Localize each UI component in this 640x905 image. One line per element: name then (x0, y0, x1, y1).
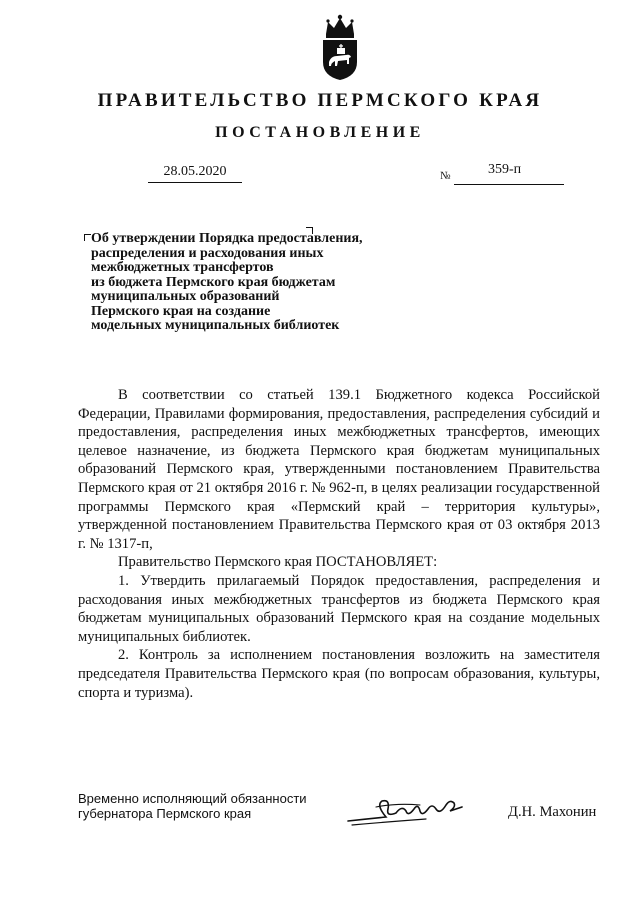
subject-line: межбюджетных трансфертов (91, 260, 274, 275)
preamble-paragraph: В соответствии со статьей 139.1 Бюджетного кодекса Российской Федерации, Правилами формирования, предоставления, распределения субсидий и предоставления, распределения иных межбюджетных трансфертов, имеющих целевое назначение, из бюджета Пермского края бюджетам муниципальных образований Пермского края, утвержденными постановлением Правительства Пермского края от 21 октября 2016 г. № 962-п, в целях реализации государственной программы Пермского края «Пермский край – территория культуры», утвержденной постановлением Правительства Пермского края от 03 октября 2013 г. № 1317-п, (78, 387, 600, 552)
resolution-paragraph: Правительство Пермского края ПОСТАНОВЛЯЕТ: (118, 554, 438, 571)
government-title: ПРАВИТЕЛЬСТВО ПЕРМСКОГО КРАЯ (97, 90, 543, 111)
subject-line: распределения и расходования иных (91, 245, 324, 261)
document-type: ПОСТАНОВЛЕНИЕ (215, 124, 425, 141)
handwritten-signature (346, 795, 466, 829)
number-underline (454, 184, 564, 185)
subject-corner-left (84, 234, 91, 241)
subject-line: Об утверждении Порядка предоставления, (91, 231, 363, 246)
signer-position-line: Временно исполняющий обязанности (78, 791, 307, 806)
document-body (78, 386, 600, 702)
number-sign: № (440, 170, 451, 182)
subject-line: из бюджета Пермского края бюджетам (91, 274, 336, 290)
clause-2-paragraph: 2. Контроль за исполнением постановления возложить на заместителя председателя Правительства Пермского края (по вопросам образования, культуры, спорта и туризма). (78, 647, 600, 701)
subject-line: модельных муниципальных библиотек (91, 318, 340, 333)
clause-1-paragraph: 1. Утвердить прилагаемый Порядок предоставления, распределения и расходования иных межбюджетных трансфертов из бюджета Пермского края бюджетам муниципальных образований Пермского края на создание модельных муниципальных библиотек. (78, 572, 600, 645)
document-date: 28.05.2020 (148, 164, 242, 183)
perm-krai-coat-of-arms-icon (318, 10, 362, 82)
subject-line: Пермского края на создание (91, 303, 271, 319)
subject-line: муниципальных образований (91, 289, 280, 304)
signer-name: Д.Н. Махонин (508, 804, 597, 820)
signer-position-line: губернатора Пермского края (78, 806, 252, 821)
document-subject (91, 232, 411, 334)
signer-position (78, 791, 307, 821)
document-number: 359-п (488, 162, 522, 177)
